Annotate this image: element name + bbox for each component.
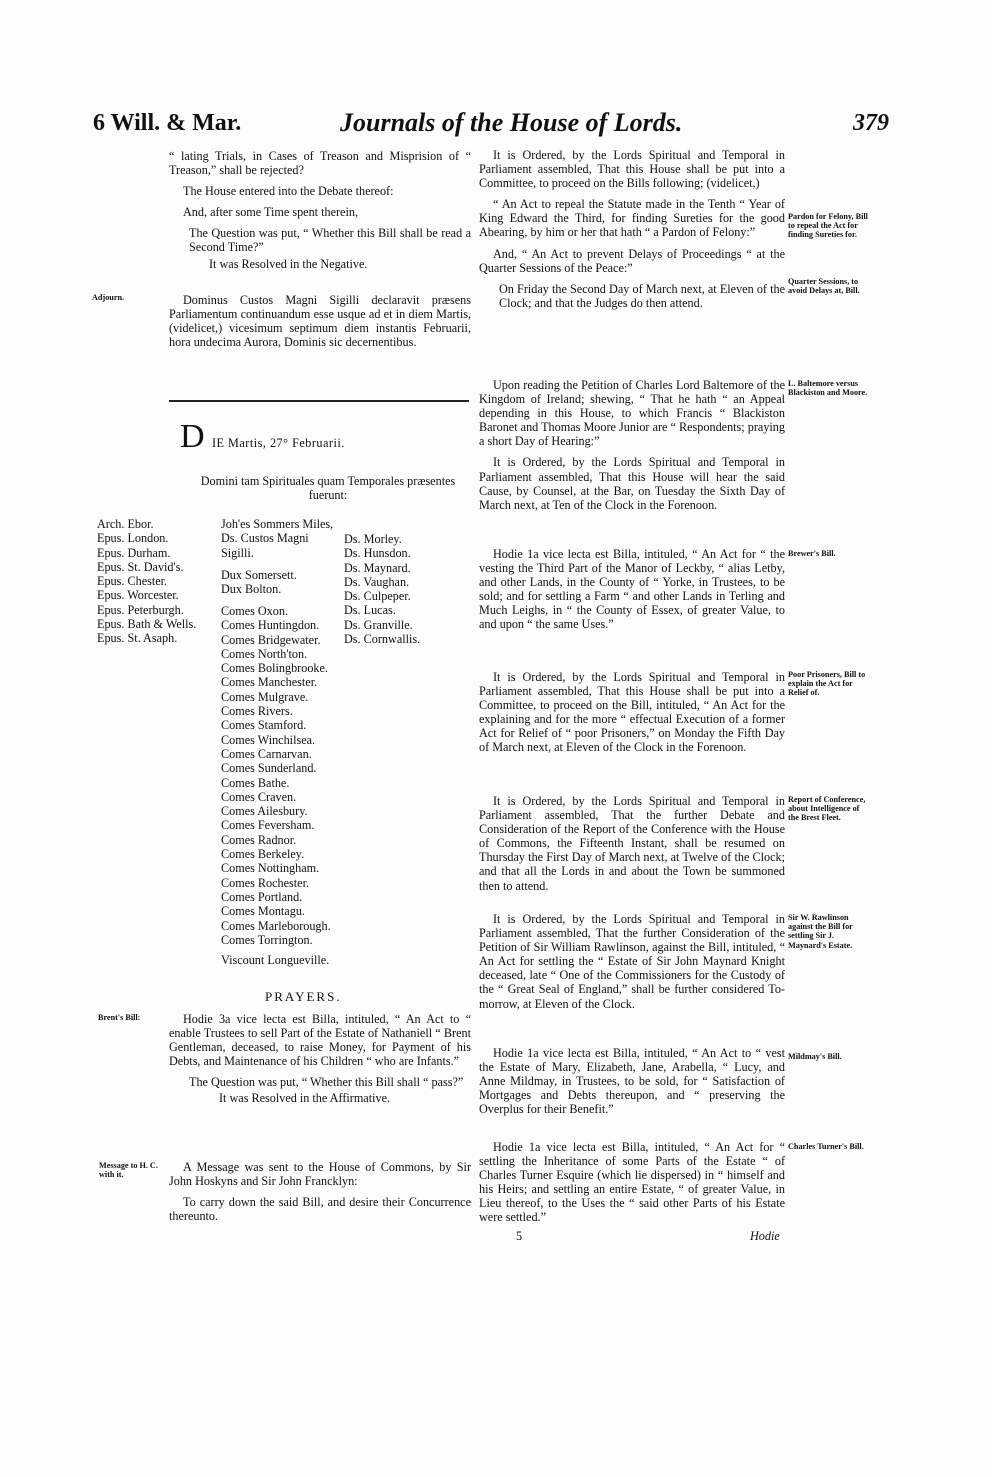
earl-entry: Comes Ailesbury.	[221, 804, 308, 819]
pardon-text: “ An Act to repeal the Statute made in the Tenth “ Year of King Edward the Third, for finding Sureties for the good Abearing, by him or her that hath “ a Pardon of Felony:”	[479, 197, 785, 240]
bishop-entry: Epus. Chester.	[97, 574, 168, 589]
poor-note: Poor Prisoners, Bill to explain the Act for Relief of.	[788, 670, 866, 698]
mildmay-note: Mildmay's Bill.	[788, 1052, 842, 1061]
friday-text: On Friday the Second Day of March next, at Eleven of the Clock; and that the Judges do then attend.	[499, 281, 785, 310]
earl-entry: Comes Marleborough.	[221, 918, 331, 933]
brent-text: Hodie 3a vice lecta est Billa, intituled, “ An Act to “ enable Trustees to sell Part of the Estate of Nathaniell “ Brent Gentleman, deceased, to raise Money, for Payment of his Debts, and Maintenance of his Children “ who are Infants.”	[169, 1012, 471, 1069]
brewer-note: Brewer's Bill.	[788, 549, 836, 558]
earl-entry: Comes Carnarvan.	[221, 746, 312, 761]
page-number: 379	[853, 110, 889, 136]
baltemore-text: Upon reading the Petition of Charles Lord Baltemore of the Kingdom of Ireland; shewing, “ That he hath “ an Appeal depending in this House, to which Francis “ Blackiston Baronet and Thomas Moore Junior are “ Respondents; praying a short Day of Hearing:”	[479, 378, 785, 449]
domini-line: Domini tam Spirituales quam Temporales præsentes fuerunt:	[200, 474, 456, 503]
earl-entry: Comes Manchester.	[221, 675, 318, 690]
hear-text: It is Ordered, by the Lords Spiritual and Temporal in Parliament assembled, That this House will hear the said Cause, by Counsel, at the Bar, on Tuesday the Sixth Day of March next, at Ten of the Clock in the Forenoon.	[479, 455, 785, 512]
brent-question: The Question was put, “ Whether this Bill shall “ pass?”	[189, 1075, 464, 1090]
signature-mark: 5	[516, 1229, 523, 1243]
baron-entry: Ds. Vaughan.	[344, 574, 410, 589]
earl-entry: Comes Feversham.	[221, 818, 315, 833]
baron-entry: Ds. Morley.	[344, 532, 402, 546]
rawlinson-text: It is Ordered, by the Lords Spiritual and Temporal in Parliament assembled, That the further Consideration of the Petition of Sir William Rawlinson, against the Bill, intituled, “ An Act for settling the “ Estate of Sir John Maynard Knight deceased, late “ One of the Commissioners for the Custody of the “ Great Seal of England,” shall be further considered To-morrow, at Eleven of the Clock.	[479, 912, 785, 1011]
earl-entry: Comes Nottingham.	[221, 861, 320, 876]
earl-entry: Comes Rivers.	[221, 704, 293, 719]
bishop-entry: Epus. London.	[97, 531, 169, 546]
bishop-entry: Epus. St. David's.	[97, 559, 184, 574]
duke-entry: Dux Bolton.	[221, 582, 282, 597]
message-note: Message to H. C. with it.	[99, 1161, 158, 1180]
baron-entry: Ds. Granville.	[344, 617, 413, 632]
message-text: A Message was sent to the House of Commons, by Sir John Hoskyns and Sir John Francklyn:	[169, 1160, 471, 1189]
pardon-note: Pardon for Felony, Bill to repeal the Act for finding Sureties for.	[788, 212, 868, 240]
duke-entry: Dux Somersett.	[221, 568, 297, 582]
adjourn-note: Adjourn.	[92, 293, 125, 302]
bishop-entry: Epus. St. Asaph.	[97, 631, 178, 646]
report-text: It is Ordered, by the Lords Spiritual and Temporal in Parliament assembled, That the further Debate and Consideration of the Report of the Conference with the House of Commons, the Fifteenth Instant, shall be resumed on Thursday the First Day of March next, at Twelve of the Clock; and that all the Lords in and about the Town be summoned then to attend.	[479, 794, 785, 893]
left-column-top	[169, 149, 471, 278]
poor-text: It is Ordered, by the Lords Spiritual and Temporal in Parliament assembled, That this House shall be put into a Committee, to proceed on the Bill, intituled, “ An Act for the explaining and for the more “ effectual Execution of a former Act for Relief of “ poor Prisoners,” on Monday the Fifth Day of March next, at Eleven of the Clock in the Forenoon.	[479, 670, 785, 755]
bishop-entry: Arch. Ebor.	[97, 517, 154, 531]
report-note: Report of Conference, about Intelligence of the Brest Fleet.	[788, 795, 866, 823]
time-spent-line: And, after some Time spent therein,	[183, 205, 358, 220]
prayers-heading: PRAYERS.	[265, 989, 342, 1004]
earl-entry: Comes Berkeley.	[221, 847, 305, 862]
mildmay-text: Hodie 1a vice lecta est Billa, intituled, “ An Act to “ vest the Estate of Mary, Elizabeth, Jane, Arabella, “ Lucy, and Anne Mildmay, in Trustees, to be sold, for “ Satisfaction of Mortgages and Debts thereupon, and “ preserving the Overplus for their Benefit.”	[479, 1046, 785, 1117]
earl-entry: Comes Bridgewater.	[221, 632, 321, 647]
earl-entry: Comes Torrington.	[221, 932, 313, 947]
poor-block	[479, 670, 785, 762]
message-section	[169, 1160, 471, 1230]
journal-title: Journals of the House of Lords.	[340, 108, 683, 137]
debate-line: The House entered into the Debate thereof:	[183, 184, 394, 199]
baron-entry: Ds. Maynard.	[344, 560, 411, 575]
keeper-entry: Joh'es Sommers Miles, Ds. Custos Magni Sigilli.	[221, 517, 334, 560]
brewer-text: Hodie 1a vice lecta est Billa, intituled, “ An Act for “ the vesting the Third Part of the Manor of Leckby, “ alias Letby, and other Lands, in the County of “ Yorke, in Trustees, to be sold; and for settling a Farm “ and other Lands in Terling and Much Leighs, in “ the County of Essex, of greater Value, to and upon “ the same Uses.”	[479, 547, 785, 632]
bill-continuation: “ lating Trials, in Cases of Treason and Misprision of “ Treason,” shall be rejected?	[169, 149, 471, 178]
die-heading: IE Martis, 27° Februarii.	[212, 436, 345, 450]
brent-resolved: It was Resolved in the Affirmative.	[219, 1091, 391, 1106]
earl-entry: Comes Radnor.	[221, 832, 297, 847]
bishop-entry: Epus. Worcester.	[97, 588, 179, 603]
earl-entry: Comes Sunderland.	[221, 761, 317, 776]
brewer-block	[479, 547, 785, 639]
quarter-text: And, “ An Act to prevent Delays of Proceedings “ at the Quarter Sessions of the Peace:”	[479, 246, 785, 275]
mildmay-block	[479, 1046, 785, 1123]
bishops-list	[97, 517, 196, 646]
earl-entry: Comes Winchilsea.	[221, 732, 316, 747]
earl-entry: Comes Huntingdon.	[221, 618, 320, 633]
brent-section	[169, 1012, 471, 1113]
turner-block	[479, 1140, 785, 1232]
adjourn-text: Dominus Custos Magni Sigilli declaravit præsens Parliamentum continuandum esse usque ad et in diem Martis, (videlicet,) vicesimum septimum diem instantis Februarii, hora undecima Aurora, Dominis sic decernentibus.	[169, 293, 471, 350]
bishop-entry: Epus. Durham.	[97, 545, 171, 560]
earls-list	[221, 604, 331, 947]
rawlinson-note: Sir W. Rawlinson against the Bill for settling Sir J. Maynard's Estate.	[788, 913, 853, 950]
ordered-committee: It is Ordered, by the Lords Spiritual and Temporal in Parliament assembled, That this House shall be put into a Committee, to proceed on the Bills following; (videlicet,)	[479, 148, 785, 191]
earl-entry: Comes North'ton.	[221, 646, 308, 661]
rawlinson-block	[479, 912, 785, 1018]
baron-entry: Ds. Culpeper.	[344, 589, 411, 604]
turner-text: Hodie 1a vice lecta est Billa, intituled, “ An Act for “ settling the Inheritance of some Parts of the Estate “ of Charles Turner Esquire (which lie dispersed) in “ himself and his Heirs; and settling an entire Estate, “ of greater Value, in Lieu thereof, to the Uses the “ said other Parts of his Estate were settled.”	[479, 1140, 785, 1225]
earl-entry: Comes Mulgrave.	[221, 689, 309, 704]
dukes-list	[221, 568, 297, 597]
die-initial: D	[180, 418, 205, 455]
baron-entry: Ds. Cornwallis.	[344, 632, 421, 647]
report-block	[479, 794, 785, 900]
reign-heading: 6 Will. & Mar.	[93, 110, 242, 136]
turner-note: Charles Turner's Bill.	[788, 1142, 864, 1151]
baron-entry: Ds. Lucas.	[344, 603, 396, 618]
earl-entry: Comes Bolingbrooke.	[221, 661, 328, 676]
bishop-entry: Epus. Bath & Wells.	[97, 617, 197, 632]
viscount-entry: Viscount Longueville.	[221, 953, 330, 967]
brent-note: Brent's Bill:	[98, 1013, 141, 1022]
quarter-note: Quarter Sessions, to avoid Delays at, Bill.	[788, 277, 860, 296]
baltemore-block	[479, 378, 785, 519]
earl-entry: Comes Oxon.	[221, 604, 289, 618]
ordered-committee-block	[479, 148, 785, 317]
earl-entry: Comes Bathe.	[221, 775, 290, 790]
bishop-entry: Epus. Peterburgh.	[97, 602, 184, 617]
adjourn-paragraph	[169, 293, 471, 356]
earl-entry: Comes Montagu.	[221, 904, 305, 919]
barons-list	[344, 532, 420, 646]
question-line: The Question was put, “ Whether this Bill shall be read a Second Time?”	[189, 226, 471, 255]
baltemore-note: L. Baltemore versus Blackiston and Moore.	[788, 379, 868, 398]
resolved-line: It was Resolved in the Negative.	[209, 256, 368, 271]
baron-entry: Ds. Hunsdon.	[344, 546, 411, 561]
earl-entry: Comes Craven.	[221, 789, 297, 804]
earl-entry: Comes Stamford.	[221, 718, 307, 733]
earl-entry: Comes Rochester.	[221, 875, 310, 890]
catchword: Hodie	[750, 1229, 780, 1243]
carry-text: To carry down the said Bill, and desire their Concurrence thereunto.	[169, 1195, 471, 1224]
section-rule	[169, 400, 469, 402]
earl-entry: Comes Portland.	[221, 889, 303, 904]
